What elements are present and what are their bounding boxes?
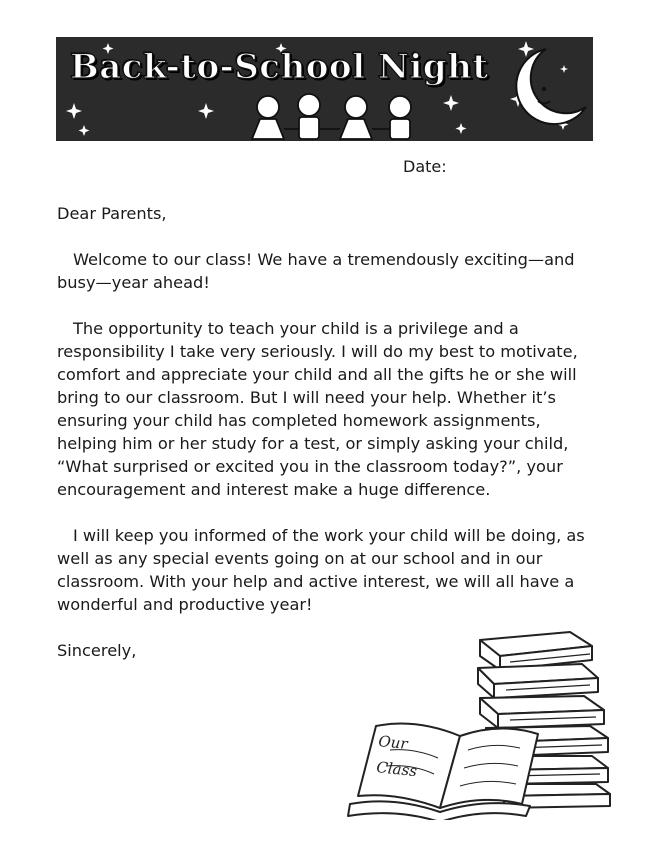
header-banner bbox=[56, 37, 593, 141]
moon-icon bbox=[516, 49, 586, 124]
book-stack-illustration bbox=[340, 620, 620, 824]
paragraph-opportunity: The opportunity to teach your child is a privilege and a responsibility I take very seriously. I will do my best to motivate, comfort and appreciate your child and all the gifts he or she will bring to our classroom. But I will need your help. Whether it’s ensuring your child has completed homework assignments, helping him or her study for a test, or simply asking your child, “What surprised or excited you in the classroom today?”, your encouragement and interest make a huge difference. bbox=[57, 319, 578, 499]
banner-title: Back-to-School Night bbox=[70, 47, 489, 87]
book-stack-icon bbox=[340, 620, 620, 820]
date-label: Date: bbox=[403, 157, 447, 176]
children-figures-icon bbox=[252, 94, 411, 139]
letter-body bbox=[57, 202, 587, 685]
paragraph-informed: I will keep you informed of the work your child will be doing, as well as any special events going on at our school and in our classroom. With your help and active interest, we will all have a wonderful and productive year! bbox=[57, 526, 585, 614]
open-book-text-class: Class bbox=[375, 758, 418, 781]
paragraph-welcome: Welcome to our class! We have a tremendously exciting—and busy—year ahead! bbox=[57, 250, 575, 292]
salutation: Dear Parents, bbox=[57, 204, 167, 223]
open-book-text-our: Our bbox=[377, 732, 409, 754]
closing: Sincerely, bbox=[57, 641, 137, 660]
